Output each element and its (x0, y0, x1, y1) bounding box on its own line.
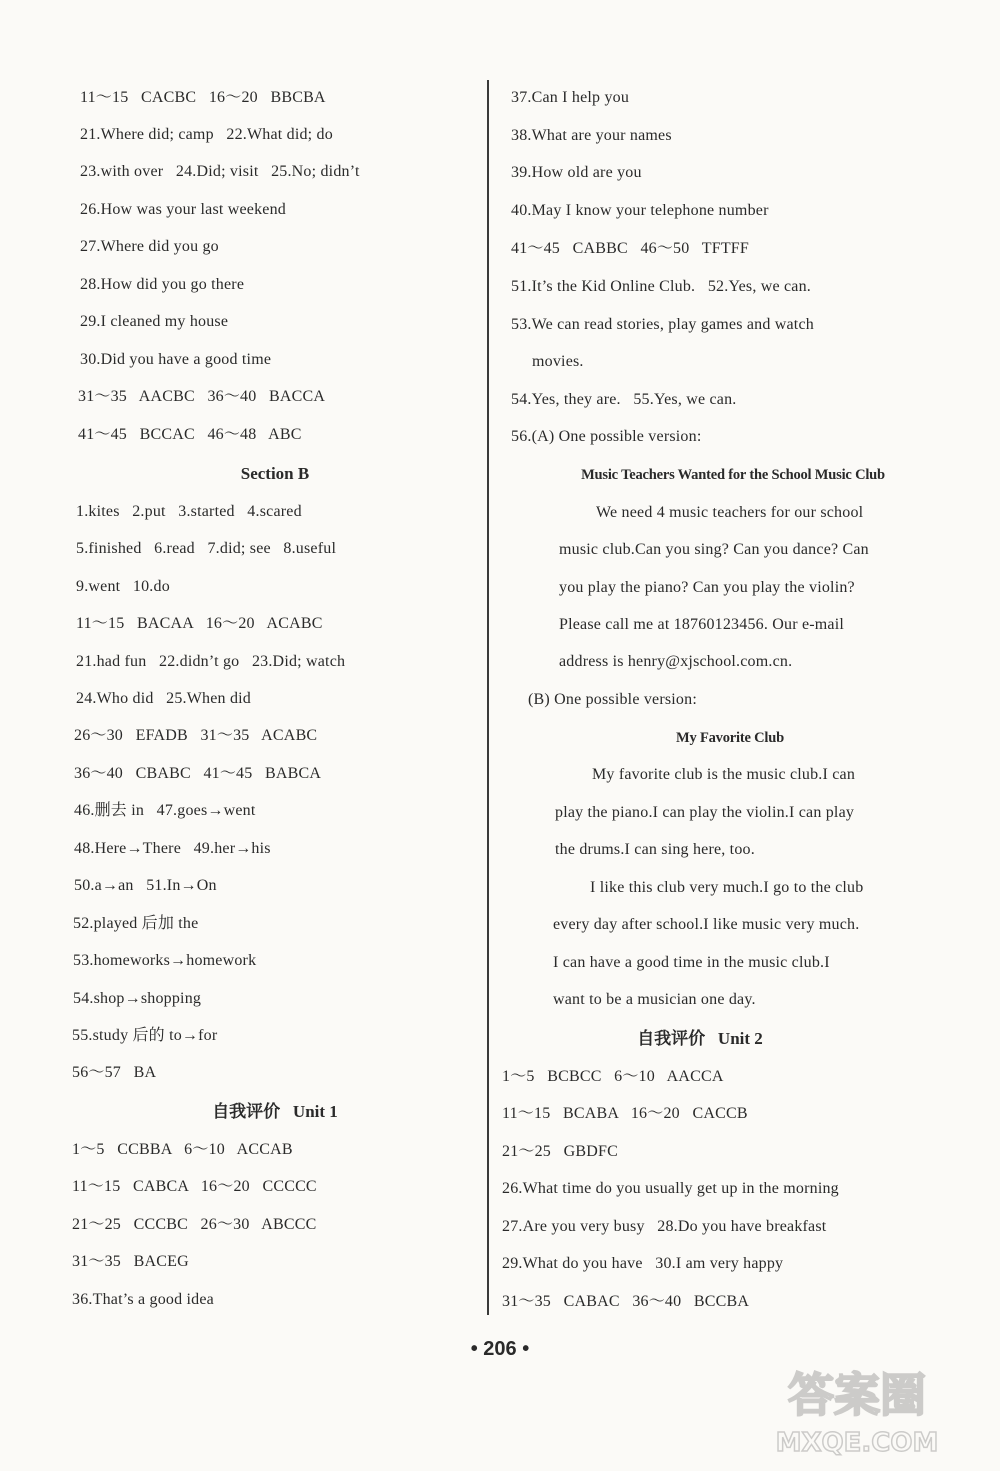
section-heading: Section B (240, 464, 310, 483)
answer-line: 41～45 CABBC 46～50 TFTFF (511, 240, 749, 257)
answer-line: 21.Where did; camp 22.What did; do (80, 126, 333, 143)
answer-line: 36.That’s a good idea (72, 1291, 214, 1308)
answer-line: 1～5 BCBCC 6～10 AACCA (502, 1068, 724, 1085)
answer-line: 37.Can I help you (511, 89, 630, 106)
answer-line: 1.kites 2.put 3.started 4.scared (76, 503, 302, 520)
answer-line: 9.went 10.do (76, 578, 170, 595)
essay-line: My favorite club is the music club.I can (592, 766, 856, 783)
answer-line: 40.May I know your telephone number (511, 202, 769, 219)
essay-line: every day after school.I like music very much. (553, 916, 860, 933)
answer-line: 36～40 CBABC 41～45 BABCA (74, 765, 322, 782)
answer-line: 56～57 BA (72, 1064, 157, 1081)
answer-line: 31～35 CABAC 36～40 BCCBA (502, 1293, 750, 1310)
answer-line: 29.I cleaned my house (80, 313, 229, 330)
answer-line: 50.a→an 51.In→On (74, 877, 217, 894)
watermark-graphic (732, 1353, 982, 1463)
answer-line: 27.Are you very busy 28.Do you have breakfast (502, 1218, 827, 1235)
answer-line: 5.finished 6.read 7.did; see 8.useful (76, 540, 337, 557)
answer-line: 11～15 CACBC 16～20 BBCBA (80, 89, 326, 106)
answer-line: 26～30 EFADB 31～35 ACABC (74, 727, 318, 744)
answer-line: 56.(A) One possible version: (511, 428, 702, 445)
essay-line: the drums.I can sing here, too. (555, 841, 755, 858)
essay-line: you play the piano? Can you play the violin? (559, 579, 855, 596)
answer-line: 1～5 CCBBA 6～10 ACCAB (72, 1141, 293, 1158)
answer-line: 26.What time do you usually get up in the morning (502, 1180, 839, 1197)
answer-line: 38.What are your names (511, 127, 672, 144)
essay-line: play the piano.I can play the violin.I can play (555, 804, 855, 821)
column-divider (487, 80, 489, 1315)
answer-line: 30.Did you have a good time (80, 351, 272, 368)
answer-line: 27.Where did you go (80, 238, 219, 255)
answer-line: 31～35 AACBC 36～40 BACCA (78, 388, 326, 405)
answer-line: 48.Here→There 49.her→his (74, 840, 271, 857)
answer-line: 51.It’s the Kid Online Club. 52.Yes, we can. (511, 278, 811, 295)
answer-line: 29.What do you have 30.I am very happy (502, 1255, 784, 1272)
svg-text:答案圈: 答案圈 (788, 1368, 926, 1422)
essay-line: want to be a musician one day. (553, 991, 756, 1008)
answer-line: 52.played 后加 the (73, 915, 199, 932)
answer-line: 53.We can read stories, play games and watch (511, 316, 814, 333)
answer-line: 21～25 GBDFC (502, 1143, 618, 1160)
essay-title: Music Teachers Wanted for the School Music Club (581, 467, 885, 483)
answer-line: 21～25 CCCBC 26～30 ABCCC (72, 1216, 317, 1233)
answer-line: 54.shop→shopping (73, 990, 202, 1007)
answer-line: 21.had fun 22.didn’t go 23.Did; watch (76, 653, 346, 670)
answer-line: 46.删去 in 47.goes→went (74, 802, 256, 819)
answer-line: 11～15 BCABA 16～20 CACCB (502, 1105, 748, 1122)
essay-line: We need 4 music teachers for our school (596, 504, 864, 521)
unit-heading: 自我评价 Unit 1 (212, 1102, 338, 1121)
answer-line: 23.with over 24.Did; visit 25.No; didn’t (80, 163, 360, 180)
unit-heading: 自我评价 Unit 2 (637, 1029, 763, 1048)
essay-line: address is henry@xjschool.com.cn. (559, 653, 793, 670)
answer-line: 28.How did you go there (80, 276, 245, 293)
answer-line: 11～15 BACAA 16～20 ACABC (76, 615, 323, 632)
answer-line: 41～45 BCCAC 46～48 ABC (78, 426, 302, 443)
essay-line: music club.Can you sing? Can you dance? Can (559, 541, 869, 558)
answer-line: movies. (532, 353, 584, 370)
essay-line: I like this club very much.I go to the club (590, 879, 864, 896)
answer-line: 24.Who did 25.When did (76, 690, 251, 707)
svg-text:MXQE.COM: MXQE.COM (775, 1428, 939, 1458)
essay-title: My Favorite Club (676, 730, 784, 746)
answer-line: 31～35 BACEG (72, 1253, 189, 1270)
watermark-logo (732, 1353, 982, 1463)
page-number: • 206 • (470, 1338, 530, 1360)
essay-line: I can have a good time in the music club.I (553, 954, 830, 971)
essay-line: Please call me at 18760123456. Our e-mail (559, 616, 845, 633)
answer-line: (B) One possible version: (528, 691, 697, 708)
answer-line: 11～15 CABCA 16～20 CCCCC (72, 1178, 317, 1195)
answer-line: 54.Yes, they are. 55.Yes, we can. (511, 391, 737, 408)
answer-line: 26.How was your last weekend (80, 201, 286, 218)
answer-line: 39.How old are you (511, 164, 642, 181)
answer-line: 55.study 后的 to→for (72, 1027, 218, 1044)
answer-line: 53.homeworks→homework (73, 952, 257, 969)
